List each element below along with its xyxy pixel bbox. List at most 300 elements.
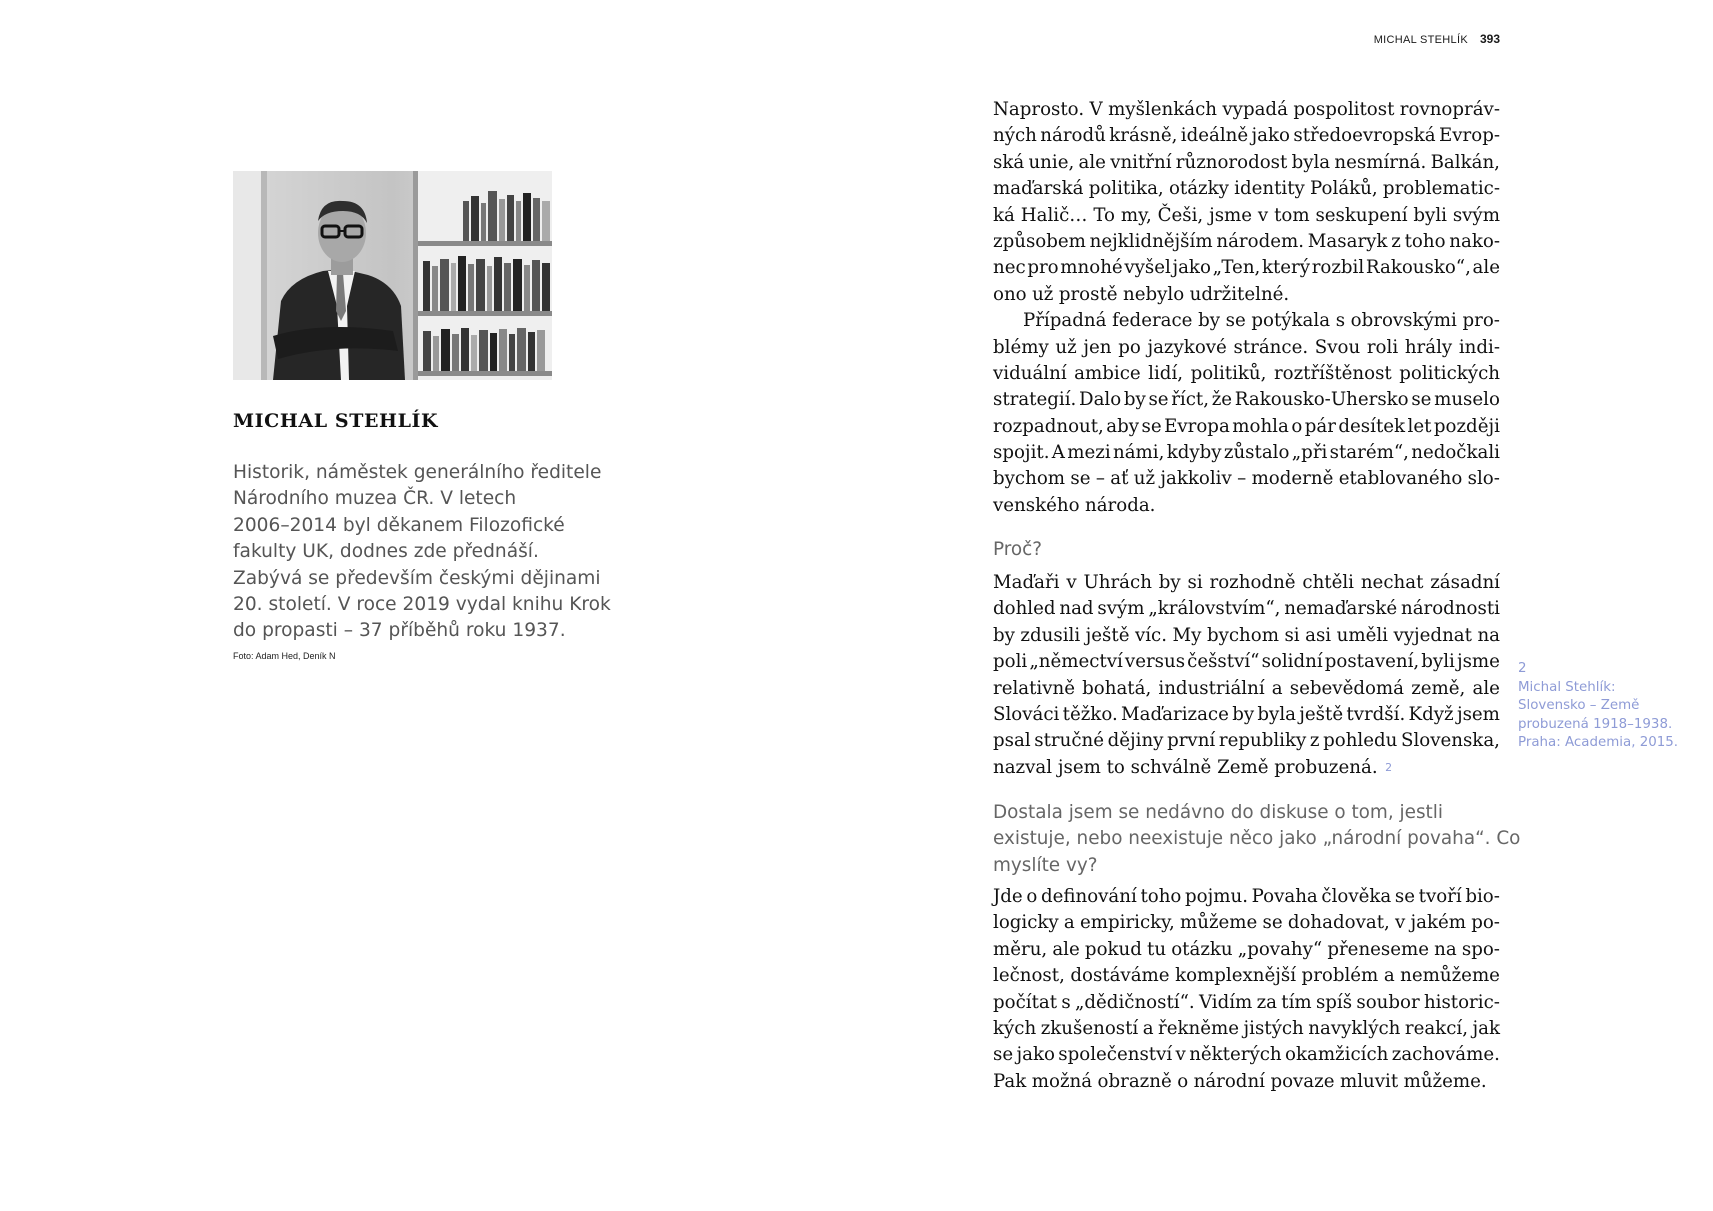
word: postavení, — [1324, 651, 1420, 673]
text-line — [993, 884, 1500, 910]
word: zachováme. — [1391, 1044, 1500, 1066]
word: na — [1434, 938, 1457, 960]
word: Vidím — [1198, 991, 1253, 1013]
word: v — [1257, 204, 1269, 226]
text-line — [993, 150, 1500, 176]
word: a — [1383, 965, 1395, 987]
word: se — [1148, 389, 1169, 411]
text-line — [993, 623, 1500, 649]
word: ať — [1110, 468, 1129, 490]
word: Pak — [993, 1070, 1027, 1092]
word: pospolitost — [1293, 99, 1395, 120]
footnote — [1518, 660, 1713, 753]
text-line — [993, 728, 1500, 754]
word: jako — [1016, 1044, 1055, 1066]
word: vnitřní — [1110, 151, 1172, 173]
word: z — [1391, 230, 1401, 252]
word: Masaryk — [1307, 230, 1388, 252]
bio-line: do propasti – 37 příběhů roku 1937. — [233, 620, 566, 642]
word: nemůžeme — [1400, 965, 1500, 987]
word: spojit. — [993, 442, 1050, 464]
word: dějiny — [1107, 730, 1164, 752]
word: mohla — [1232, 415, 1289, 437]
text-line — [993, 649, 1500, 675]
word: otázku — [1171, 938, 1233, 960]
footnote-reference[interactable]: 2 — [1385, 760, 1393, 774]
word: rozbil — [1311, 257, 1365, 279]
running-header — [1300, 30, 1500, 48]
word: potýkala — [1251, 310, 1331, 332]
answer-paragraph-4 — [993, 884, 1500, 1095]
word: tvoří — [1418, 886, 1462, 907]
word: ideálně — [1180, 125, 1249, 147]
word: „při — [1291, 442, 1328, 464]
text-line — [993, 702, 1500, 728]
word: tom — [1274, 204, 1310, 226]
word: venského — [993, 494, 1080, 516]
word: národů — [1040, 125, 1106, 147]
word: dohled — [993, 598, 1056, 620]
word: nebylo — [1122, 283, 1185, 305]
word: „dědičností“. — [1074, 991, 1195, 1013]
word: nejklidnějším — [1089, 230, 1213, 252]
word: se — [993, 1044, 1014, 1066]
question-line: Dostala jsem se nedávno do diskuse o tom, jestli — [993, 802, 1443, 823]
word: jen — [1083, 336, 1112, 358]
word: jazykové — [1147, 336, 1227, 358]
word: Slovenska, — [1400, 730, 1500, 752]
word: „královstvím“, — [1148, 598, 1281, 620]
word: si — [1187, 572, 1203, 593]
word: mnohé — [1060, 257, 1123, 279]
question-line: Proč? — [993, 539, 1043, 560]
interviewer-question-1 — [993, 537, 1500, 563]
text-line — [993, 308, 1500, 334]
word: by — [1232, 703, 1255, 725]
word: z — [1309, 730, 1320, 752]
word: už — [1055, 336, 1077, 358]
word: tu — [1147, 938, 1167, 960]
word: relativně — [993, 677, 1075, 699]
word: ještě — [1299, 703, 1344, 725]
word: víc. — [1134, 624, 1168, 646]
word: se — [1141, 415, 1162, 437]
word: námi, — [1112, 442, 1165, 464]
word: Halič… — [1020, 204, 1088, 226]
word: a — [1063, 912, 1075, 934]
text-line — [993, 910, 1500, 936]
word: – — [1237, 468, 1247, 490]
word: pár — [1304, 415, 1336, 437]
word: identity — [1234, 178, 1305, 200]
bio-line: Zabývá se především českými dějinami — [233, 567, 601, 589]
word: dostáváme — [1070, 965, 1170, 987]
word: Evrop- — [1439, 125, 1500, 147]
bio-line: fakulty UK, dodnes zde přednáší. — [233, 541, 539, 563]
portrait-illustration — [233, 171, 552, 380]
word: Balkán, — [1430, 151, 1500, 173]
text-line — [993, 466, 1500, 492]
word: ambice — [1074, 362, 1141, 384]
word: už — [1032, 283, 1054, 305]
word: otázky — [1168, 178, 1229, 200]
word: Češi, — [1157, 204, 1204, 226]
word: a — [1142, 1017, 1154, 1039]
word: kdyby — [1166, 442, 1222, 464]
word: nec — [993, 257, 1026, 279]
word: se — [1394, 886, 1415, 907]
word: různorodost — [1175, 151, 1288, 173]
word: na — [1477, 624, 1500, 646]
word: se — [1070, 468, 1091, 490]
word: jistých — [1243, 1017, 1304, 1039]
author-bio — [233, 460, 623, 645]
word: nako- — [1449, 230, 1500, 252]
word: po — [1118, 336, 1141, 358]
word: industriální — [1158, 677, 1265, 699]
word: vyjednat — [1393, 624, 1472, 646]
word: politika, — [1088, 178, 1164, 200]
word: A — [1051, 442, 1065, 464]
word: „povahy“ — [1237, 938, 1323, 960]
word: Evropa — [1164, 415, 1230, 437]
word: starém“, — [1329, 442, 1409, 464]
word: desítek — [1338, 415, 1406, 437]
word: tím — [1281, 991, 1312, 1013]
word: pro- — [1462, 310, 1500, 332]
word: blémy — [993, 336, 1049, 358]
word: myšlenkách — [1108, 99, 1217, 120]
text-line — [993, 97, 1500, 123]
word: se — [1411, 389, 1432, 411]
word: pojmu. — [1185, 886, 1248, 907]
text-line — [993, 203, 1500, 229]
word: politiků, — [1190, 362, 1267, 384]
word: národnosti — [1400, 598, 1500, 620]
footnote-line: Slovensko – Země — [1518, 698, 1640, 713]
word: stránce. — [1233, 336, 1309, 358]
word: o — [1026, 886, 1038, 907]
word: by — [993, 624, 1015, 646]
word: stručné — [1034, 730, 1104, 752]
bio-line: Historik, náměstek generálního ředitele — [233, 462, 602, 483]
word: Když — [1408, 703, 1454, 725]
word: způsobem — [993, 230, 1086, 252]
word: roztříštěnost — [1273, 362, 1392, 384]
author-name: MICHAL STEHLÍK — [233, 410, 439, 432]
word: středoevropská — [1293, 125, 1436, 147]
word: empiricky, — [1079, 912, 1175, 934]
word: ale — [1078, 151, 1106, 173]
question-line: myslíte vy? — [993, 854, 1098, 876]
word: obrazně — [1097, 1070, 1172, 1092]
word: by — [1123, 389, 1146, 411]
word: pokud — [1084, 938, 1142, 960]
page-number: 393 — [1479, 32, 1500, 46]
word: jako — [1172, 257, 1211, 279]
word: okamžicích — [1285, 1044, 1389, 1066]
word: by — [1158, 572, 1181, 593]
word: o — [1177, 1070, 1189, 1092]
footnote-line: Praha: Academia, 2015. — [1518, 735, 1679, 750]
word: dohadovat, — [1287, 912, 1390, 934]
word: povaze — [1270, 1070, 1335, 1092]
running-header-author: MICHAL STEHLÍK — [1373, 34, 1468, 46]
word: moderně — [1251, 468, 1334, 490]
word: měru, — [993, 938, 1048, 960]
word: spo- — [1461, 938, 1500, 960]
word: pohledu — [1323, 730, 1398, 752]
word: za — [1256, 991, 1277, 1013]
word: Poláků, — [1310, 178, 1378, 200]
word: V — [1089, 99, 1103, 120]
word: jsme — [1456, 651, 1500, 673]
word: udržitelné. — [1189, 283, 1290, 305]
word: sebevědomá — [1289, 677, 1405, 699]
word: zdusili — [1020, 624, 1081, 646]
word: asi — [1305, 624, 1332, 646]
word: definování — [1040, 886, 1137, 907]
word: společenství — [1058, 1044, 1173, 1066]
word: my, — [1120, 204, 1152, 226]
word: nedočkali — [1411, 442, 1500, 464]
word: unie, — [1028, 151, 1075, 173]
word: zásadní — [1430, 572, 1500, 593]
word: etablovaného — [1338, 468, 1463, 490]
word: Dalo — [1078, 389, 1122, 411]
text-line — [993, 229, 1500, 255]
word: už — [1133, 468, 1156, 490]
word: navyklých — [1308, 1017, 1401, 1039]
word: strategií. — [993, 389, 1077, 411]
word: češství“ — [1187, 651, 1260, 673]
word: národní — [1193, 1070, 1265, 1092]
word: jako — [1251, 125, 1290, 147]
word: se — [1262, 912, 1283, 934]
word: zkušeností — [1040, 1017, 1139, 1039]
word: národa. — [1085, 494, 1156, 516]
word: reakcí, — [1404, 1017, 1468, 1039]
word: bio- — [1465, 886, 1500, 907]
word: versus — [1124, 651, 1186, 673]
word: první — [1167, 730, 1216, 752]
author-portrait-photo — [233, 171, 552, 380]
word: roli — [1366, 336, 1399, 358]
word: let — [1407, 415, 1432, 437]
word: chtěli — [1302, 572, 1354, 593]
word: Povaha — [1251, 886, 1318, 907]
word: nad — [1059, 598, 1094, 620]
word: nechat — [1360, 572, 1424, 593]
word: aby — [1106, 415, 1140, 437]
word: My — [1172, 624, 1202, 646]
word: federace — [1112, 310, 1193, 332]
word: říct, — [1171, 389, 1210, 411]
word: solidní — [1261, 651, 1323, 673]
word: v — [1395, 912, 1406, 934]
word: řekněme — [1158, 1017, 1240, 1039]
text-line — [993, 676, 1500, 702]
word: vyšel — [1124, 257, 1171, 279]
word: rozpadnout, — [993, 415, 1104, 437]
word: ká — [993, 204, 1015, 226]
word: psal — [993, 730, 1031, 752]
word: bychom — [1206, 624, 1279, 646]
word: jakkoliv — [1160, 468, 1232, 490]
text-line — [993, 937, 1500, 963]
word: byli — [1413, 204, 1447, 226]
word: Maďarizace — [1121, 703, 1229, 725]
word: toho — [1404, 230, 1446, 252]
word: tvrdší. — [1346, 703, 1406, 725]
word: s — [1061, 991, 1071, 1013]
photo-credit: Foto: Adam Hed, Deník N — [233, 651, 336, 661]
word: viduální — [993, 362, 1067, 384]
word: problematic- — [1382, 178, 1500, 200]
word: historic- — [1423, 991, 1500, 1013]
word: jak — [1472, 1017, 1500, 1039]
word: soubor — [1356, 991, 1420, 1013]
word: kých — [993, 1017, 1037, 1039]
word: ale — [1052, 938, 1080, 960]
word: Případná — [1023, 310, 1107, 332]
text-line — [993, 1042, 1500, 1068]
word: že — [1211, 389, 1233, 411]
text-line — [993, 1016, 1500, 1042]
word: nemaďarské — [1284, 598, 1398, 620]
text-line — [993, 1069, 1500, 1095]
word: krásně, — [1109, 125, 1178, 147]
answer-paragraph-3 — [993, 570, 1500, 781]
footnote-number: 2 — [1518, 661, 1527, 676]
word: těžko. — [1062, 703, 1118, 725]
word: republiky — [1218, 730, 1307, 752]
word: komplexnější — [1175, 965, 1297, 987]
word: Jde — [993, 886, 1023, 907]
word: po- — [1471, 912, 1500, 934]
word: můžeme. — [1403, 1070, 1487, 1092]
word: svým — [1452, 204, 1500, 226]
text-line — [993, 414, 1500, 440]
word: Rakousko-Uhersko — [1234, 389, 1409, 411]
word: poli — [993, 651, 1028, 673]
word: země, — [1411, 677, 1466, 699]
text-line — [993, 282, 1500, 308]
word: To — [1093, 204, 1115, 226]
word: Rakousko“, — [1365, 257, 1471, 279]
word: jsme — [1209, 204, 1253, 226]
text-line — [993, 255, 1500, 281]
word: Uhrách — [1083, 572, 1152, 593]
word: politických — [1399, 362, 1500, 384]
text-line — [993, 596, 1500, 622]
text-line — [993, 123, 1500, 149]
word: byla — [1291, 151, 1331, 173]
word: spíš — [1315, 991, 1353, 1013]
word: pro — [1027, 257, 1059, 279]
text-line — [993, 755, 1500, 781]
word: uměli — [1336, 624, 1388, 646]
word: mezi — [1067, 442, 1111, 464]
question-line: existuje, nebo neexistuje něco jako „národní povaha“. Co — [993, 828, 1521, 850]
word: mluvit — [1339, 1070, 1399, 1092]
word: zůstalo — [1223, 442, 1290, 464]
word: hrály — [1404, 336, 1453, 358]
word: můžeme — [1180, 912, 1258, 934]
footnote-line: probuzená 1918–1938. — [1518, 716, 1673, 732]
word: ono — [993, 283, 1027, 305]
word: možná — [1031, 1070, 1093, 1092]
answer-paragraph-1 — [993, 97, 1500, 519]
word: si — [1284, 624, 1300, 646]
word: „Ten, — [1212, 257, 1261, 279]
word: byla — [1257, 703, 1296, 725]
word: ných — [993, 125, 1037, 147]
word: muselo — [1434, 389, 1500, 411]
text-line — [993, 570, 1500, 596]
word: jsem — [1456, 703, 1500, 725]
word: svým — [1097, 598, 1145, 620]
word: lidí, — [1148, 362, 1184, 384]
word: – — [1095, 468, 1105, 490]
word: slo- — [1467, 468, 1500, 490]
word: rozhodně — [1209, 572, 1296, 593]
word: seskupení — [1315, 204, 1408, 226]
word: vypadá — [1222, 99, 1288, 120]
text-line — [993, 387, 1500, 413]
word: bohatá, — [1082, 677, 1152, 699]
text-line — [993, 335, 1500, 361]
word: některých — [1189, 1044, 1282, 1066]
word: ještě — [1085, 624, 1130, 646]
word: s — [1335, 310, 1346, 332]
bio-line: Národního muzea ČR. V letech — [233, 488, 517, 510]
interviewer-question-2 — [993, 800, 1521, 879]
word: prostě — [1058, 283, 1118, 305]
word: a — [1271, 677, 1283, 699]
word: Naprosto. — [993, 99, 1085, 120]
text-line — [993, 176, 1500, 202]
word: „němectví — [1029, 651, 1123, 673]
word: národem. — [1216, 230, 1305, 252]
text-line — [993, 361, 1500, 387]
word: později — [1433, 415, 1500, 437]
word: Svou — [1314, 336, 1361, 358]
word: o — [1291, 415, 1303, 437]
word: bychom — [993, 468, 1066, 490]
text-line — [993, 440, 1500, 466]
word: v — [1066, 572, 1077, 593]
word: ale — [1472, 257, 1500, 279]
word: se — [1225, 310, 1246, 332]
word: který — [1261, 257, 1311, 279]
word: byli — [1421, 651, 1455, 673]
word: problém — [1301, 965, 1379, 987]
word: člověka — [1321, 886, 1392, 907]
word: Slováci — [993, 703, 1060, 725]
word: jakém — [1410, 912, 1466, 934]
word: obrovskými — [1350, 310, 1457, 332]
word: by — [1198, 310, 1220, 332]
text-line — [993, 990, 1500, 1016]
word: přeneseme — [1327, 938, 1430, 960]
bio-line: 2006–2014 byl děkanem Filozofické — [233, 514, 565, 536]
word: Maďaři — [993, 572, 1060, 593]
word: maďarská — [993, 178, 1084, 200]
word: v — [1175, 1044, 1186, 1066]
word: počítat — [993, 991, 1058, 1013]
word: rovnopráv- — [1399, 99, 1500, 120]
